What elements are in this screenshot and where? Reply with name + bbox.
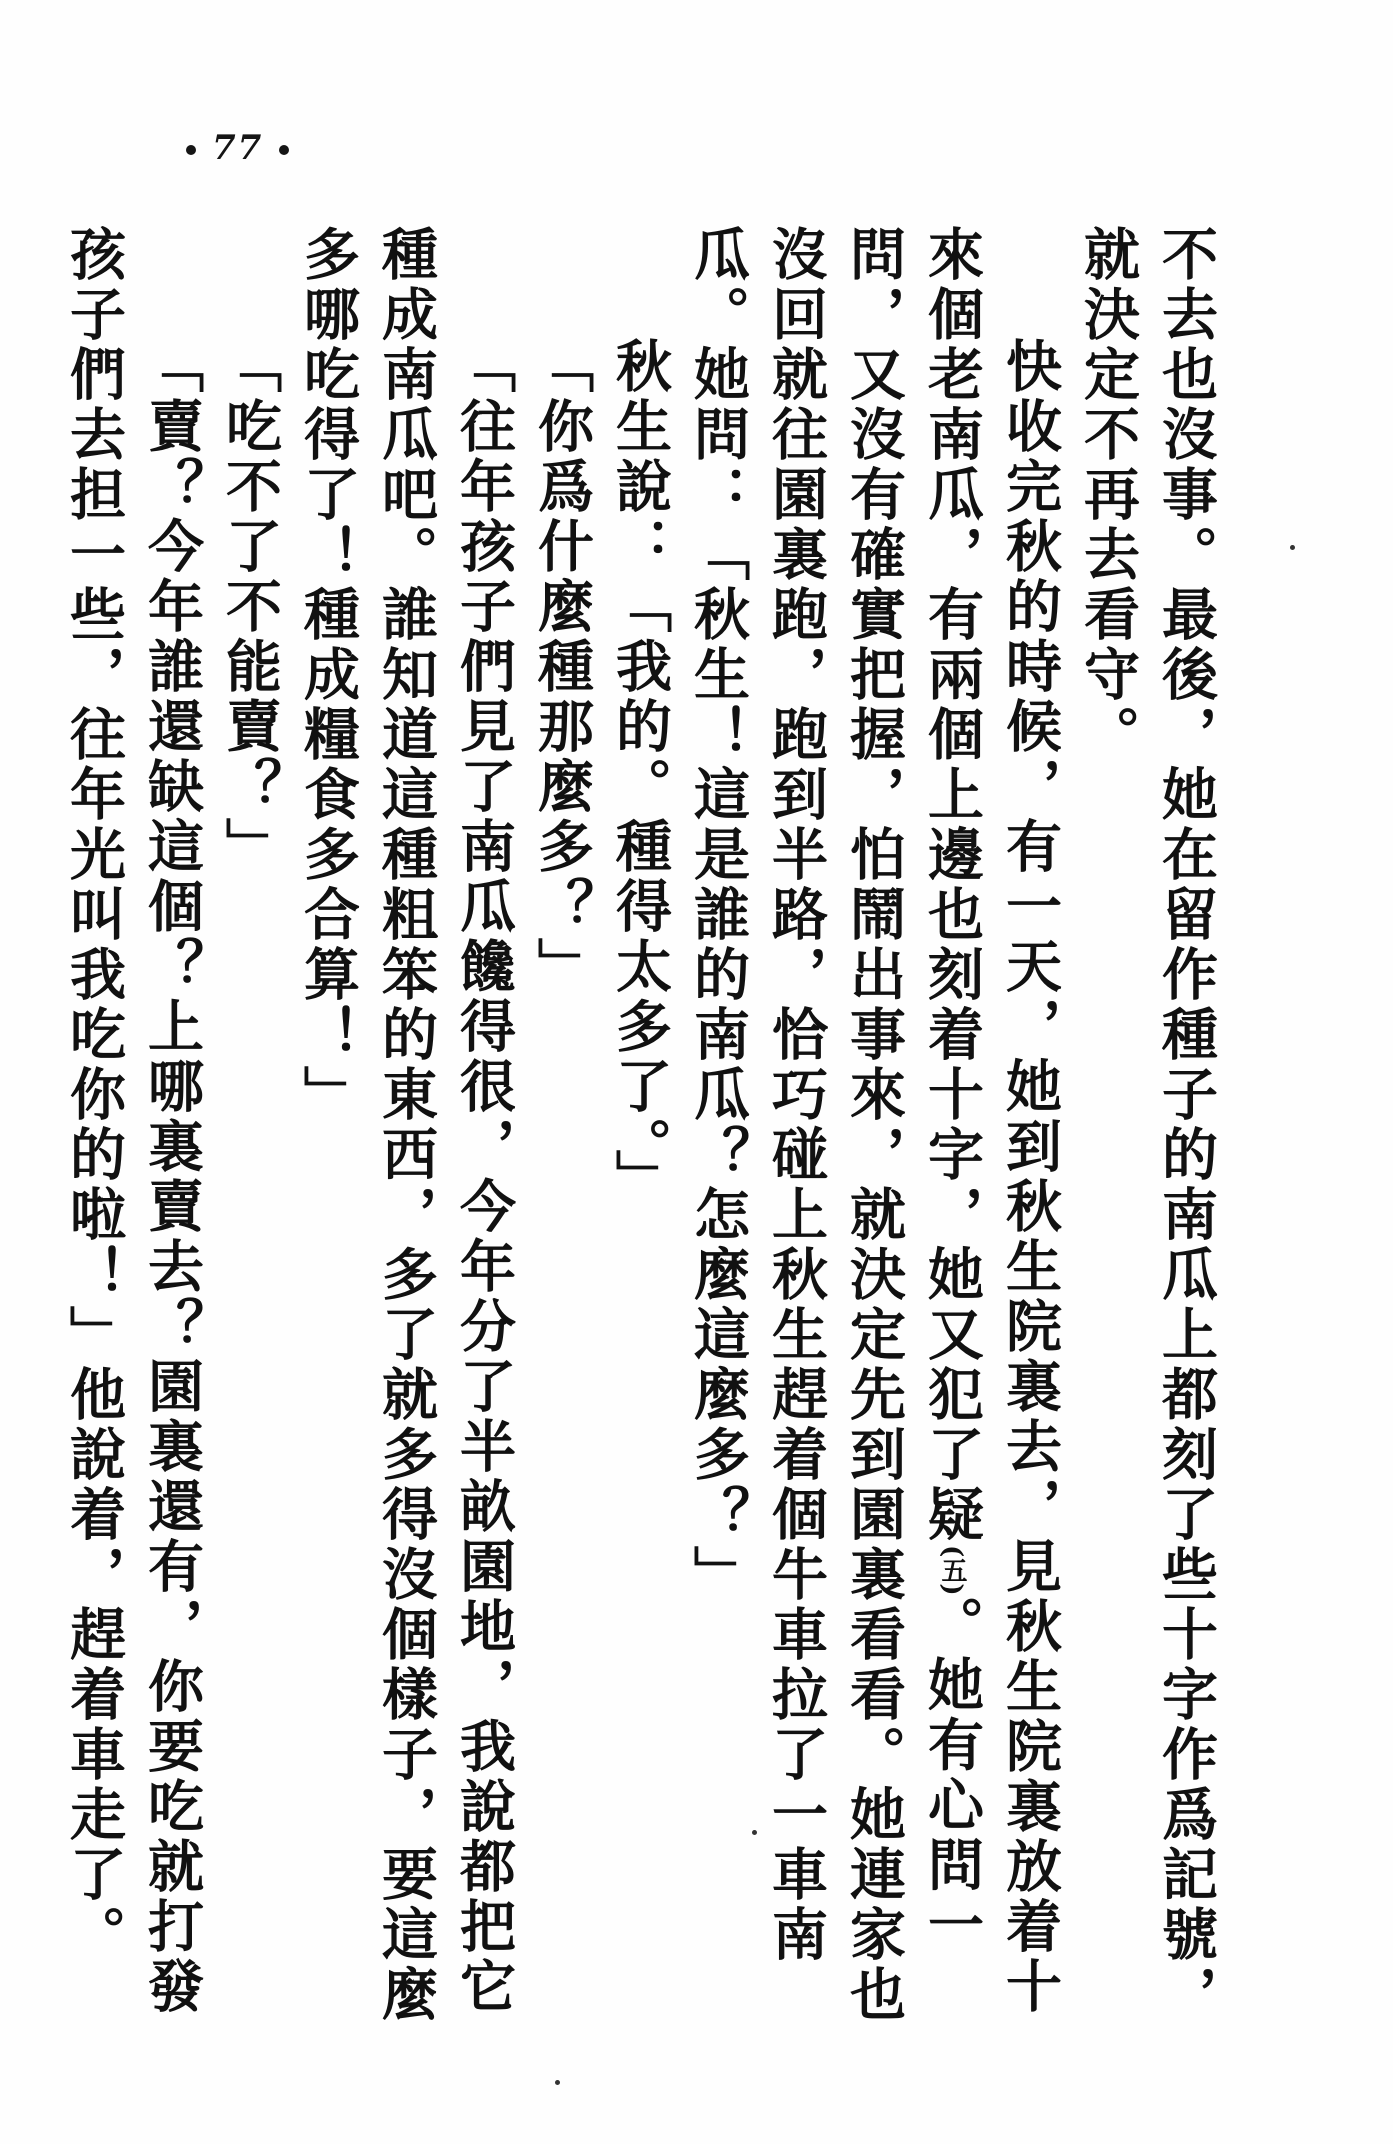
print-speck: [752, 1830, 757, 1835]
paragraph-6: 「吃不了不能賣？」: [217, 337, 283, 877]
paragraph-3: 秋生說：「我的。種得太多了。」: [607, 337, 673, 1209]
vertical-text-body: [61, 225, 1225, 2055]
right-dot-ornament: [279, 145, 289, 155]
left-dot-ornament: [186, 145, 196, 155]
paragraph-5: 「往年孩子們見了南瓜饞得很，今年分了半畝園地，我說都把它種成南瓜吧。誰知道這種粗笨的東西，多了就多得沒個樣子，要這麼多哪吃得了！種成糧食多合算！」: [295, 225, 517, 2025]
paragraph-1: 不去也沒事。最後，她在留作種子的南瓜上都刻了些十字作爲記號，就決定不再去看守。: [1075, 225, 1219, 2025]
print-speck: [1290, 545, 1295, 550]
footnote-marker: (五): [937, 1545, 967, 1596]
print-speck: [555, 2080, 560, 2085]
paragraph-2: 快收完秋的時候，有一天，她到秋生院裏去，見秋生院裏放着十來個老南瓜，有兩個上邊也刻着十字，她又犯了疑(五)。她有心問一問，又沒有確實把握，怕鬧出事來，就決定先到園裏看看。她連家也沒回就往園裏跑，跑到半路，恰巧碰上秋生趕着個牛車拉了一車南瓜。她問：「秋生！這是誰的南瓜？怎麼這麼多？」: [685, 225, 1063, 2025]
page-number-text: 77: [212, 128, 264, 168]
page-number: [170, 128, 305, 168]
paragraph-4: 「你爲什麼種那麼多？」: [529, 337, 595, 997]
paragraph-7: 「賣？今年誰還缺這個？上哪裏賣去？園裏還有，你要吃就打發孩子們去担一些，往年光叫我吃你的啦！」他說着，趕着車走了。: [61, 225, 205, 2017]
